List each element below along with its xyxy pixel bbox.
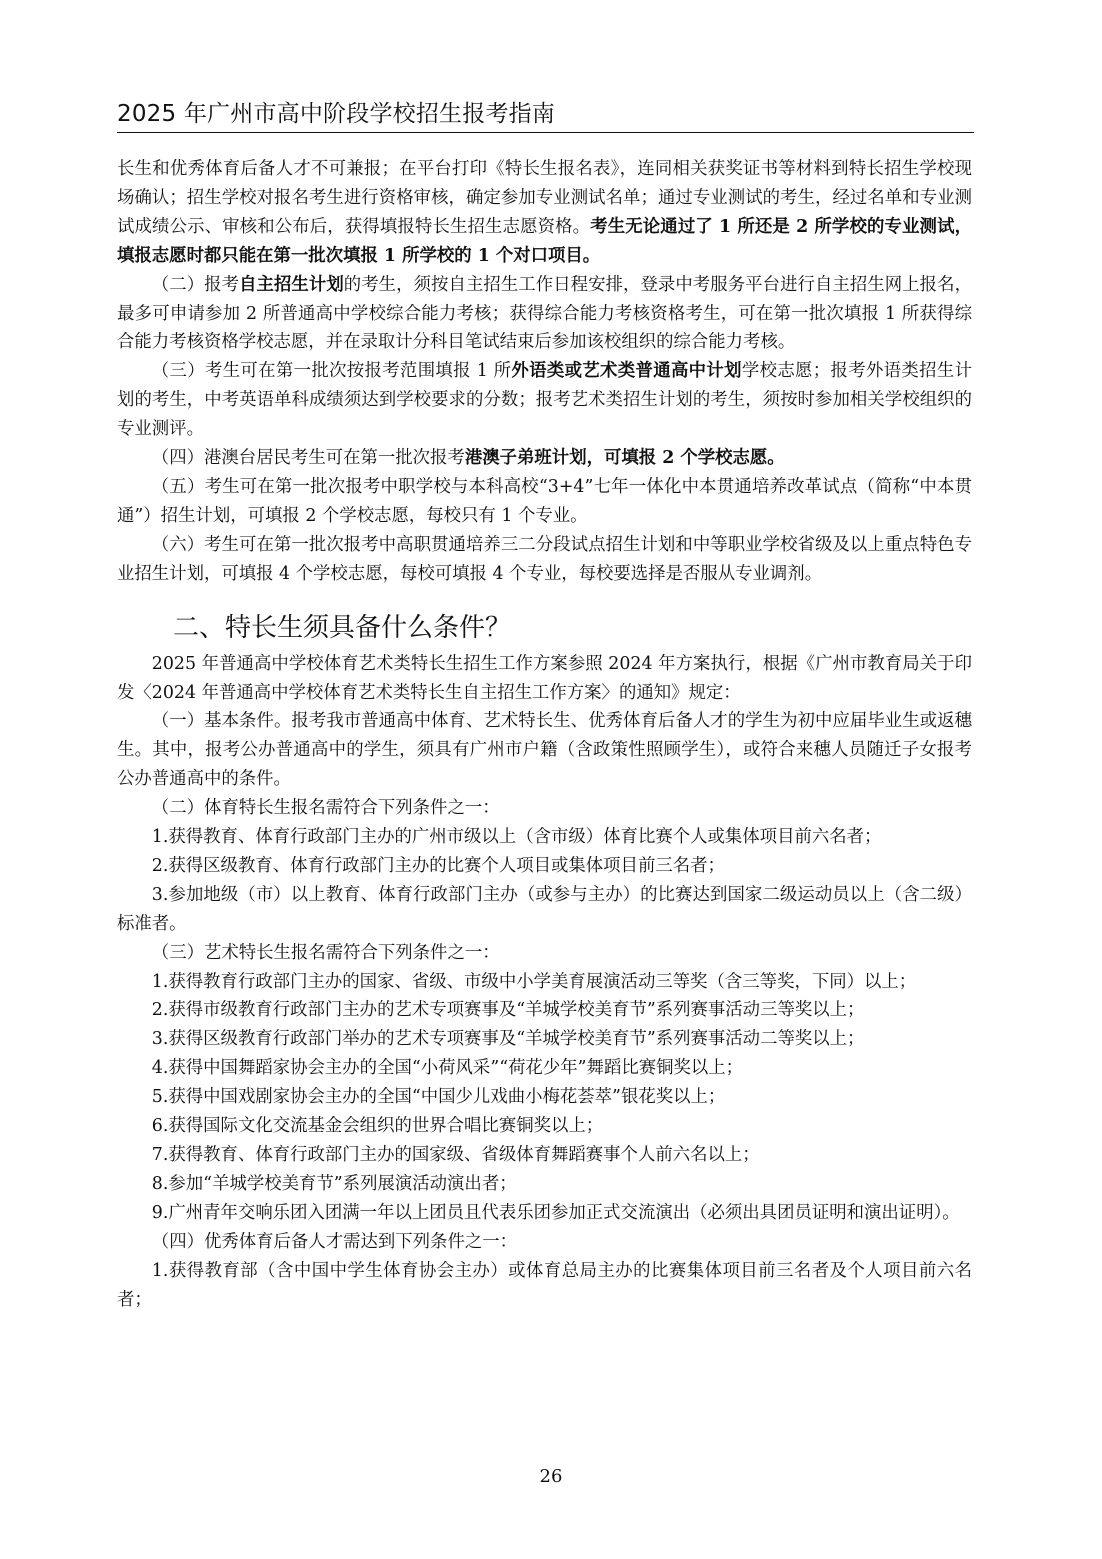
bold-term: 外语类或艺术类普通高中计划 (511, 361, 742, 382)
list-item: 3.参加地级（市）以上教育、体育行政部门主办（或参与主办）的比赛达到国家二级运动员以上（含二级）标准者。 (117, 884, 972, 934)
list-item: 9.广州青年交响乐团入团满一年以上团员且代表乐团参加正式交流演出（必须出具团员证明和演出证明）。 (151, 1202, 960, 1223)
paragraph-vocational-college: （六）考生可在第一批次报考中高职贯通培养三二分段试点招生计划和中等职业学校省级及以上重点特色专业招生计划，可填报 4 个学校志愿，每校可填报 4 个专业，每校要选择是否服从专业调剂。 (117, 534, 972, 584)
text-fragment: 学校志愿；报考外语类招生计划的考生，中考英语单科成绩须达到学校要求的分数；报考艺术类招生计划的考生，须按时参加相关学校组织的专业测评。 (117, 361, 972, 440)
paragraph-language-arts (117, 357, 972, 444)
paragraph-intro: 2025 年普通高中学校体育艺术类特长生招生工作方案参照 2024 年方案执行，根据《广州市教育局关于印发〈2024 年普通高中学校体育艺术类特长生自主招生工作方案〉的通知》规定： (117, 653, 972, 703)
header-title: 2025 年广州市高中阶段学校招生报考指南 (117, 101, 556, 127)
bold-term: 自主招生计划 (239, 274, 344, 295)
text-fragment: 的考生，须按自主招生工作日程安排，登录中考服务平台进行自主招生网上报名，最多可申请参加 2 所普通高中学校综合能力考核；获得综合能力考核资格考生，可在第一批次填报 1 所获得综合能力考核资格学校志愿，并在录取计分科目笔试结束后参加该校组织的综合能力考核。 (117, 274, 972, 353)
paragraph-self-enrollment (117, 271, 972, 358)
arts-conditions-title: （三）艺术特长生报名需符合下列条件之一： (151, 942, 500, 963)
page-number: 26 (539, 1466, 563, 1487)
page-content (117, 155, 972, 1314)
list-item: 2.获得市级教育行政部门主办的艺术专项赛事及“羊城学校美育节”系列赛事活动三等奖以上； (151, 1000, 865, 1021)
paragraph-text: 长生和优秀体育后备人才不可兼报；在平台打印《特长生报名表》，连同相关获奖证书等材料到特长招生学校现场确认；招生学校对报名考生进行资格审核，确定参加专业测试名单；通过专业测试的考生，经过名单和专业测试成绩公示、审核和公布后，获得填报特长生招生志愿资格。 (117, 159, 972, 237)
section-heading: 二、特长生须具备什么条件？ (173, 612, 512, 643)
paragraph-continued (117, 155, 972, 271)
text-fragment: （二）报考 (151, 274, 240, 295)
list-item: 6.获得国际文化交流基金会组织的世界合唱比赛铜奖以上； (151, 1116, 604, 1137)
paragraph-vocational-undergrad: （五）考生可在第一批次报考中职学校与本科高校“3+4”七年一体化中本贯通培养改革试点（简称“中本贯通”）招生计划，可填报 2 个学校志愿，每校只有 1 个专业。 (117, 476, 972, 526)
list-item: 2.获得区级教育、体育行政部门主办的比赛个人项目或集体项目前三名者； (151, 855, 725, 876)
list-item: 1.获得教育、体育行政部门主办的广州市级以上（含市级）体育比赛个人或集体项目前六名者； (151, 827, 882, 848)
text-fragment: （四）港澳台居民考生可在第一批次报考 (151, 448, 465, 469)
list-item: 1.获得教育行政部门主办的国家、省级、市级中小学美育展演活动三等奖（含三等奖，下同）以上； (151, 971, 917, 992)
reserve-conditions-title: （四）优秀体育后备人才需达到下列条件之一： (151, 1231, 518, 1252)
list-item: 4.获得中国舞蹈家协会主办的全国“小荷风采”“荷花少年”舞蹈比赛铜奖以上； (151, 1058, 744, 1079)
list-item: 1.获得教育部（含中国中学生体育协会主办）或体育总局主办的比赛集体项目前三名者及个人项目前六名者； (117, 1260, 972, 1310)
list-item: 7.获得教育、体育行政部门主办的国家级、省级体育舞蹈赛事个人前六名以上； (151, 1145, 760, 1165)
sports-conditions-title: （二）体育特长生报名需符合下列条件之一： (151, 798, 500, 819)
list-item: 3.获得区级教育行政部门举办的艺术专项赛事及“羊城学校美育节”系列赛事活动二等奖以上； (151, 1029, 865, 1050)
list-item: 5.获得中国戏剧家协会主办的全国“中国少儿戏曲小梅花荟萃”银花奖以上； (151, 1087, 726, 1108)
text-fragment: （三）考生可在第一批次按报考范围填报 1 所 (151, 361, 512, 382)
bold-term: 港澳子弟班计划，可填报 2 个学校志愿。 (464, 448, 785, 469)
page-header (117, 98, 974, 133)
list-item: 8.参加“羊城学校美育节”系列展演活动演出者； (151, 1173, 517, 1194)
paragraph-basic-conditions: （一）基本条件。报考我市普通高中体育、艺术特长生、优秀体育后备人才的学生为初中应届毕业生或返穗生。其中，报考公办普通高中的学生，须具有广州市户籍（含政策性照顾学生），或符合来穗人员随迁子女报考公办普通高中的条件。 (117, 711, 972, 790)
paragraph-hk-macao (117, 444, 972, 473)
bold-notice: 考生无论通过了 1 所还是 2 所学校的专业测试，填报志愿时都只能在第一批次填报 1 所学校的 1 个对口项目。 (117, 216, 972, 266)
